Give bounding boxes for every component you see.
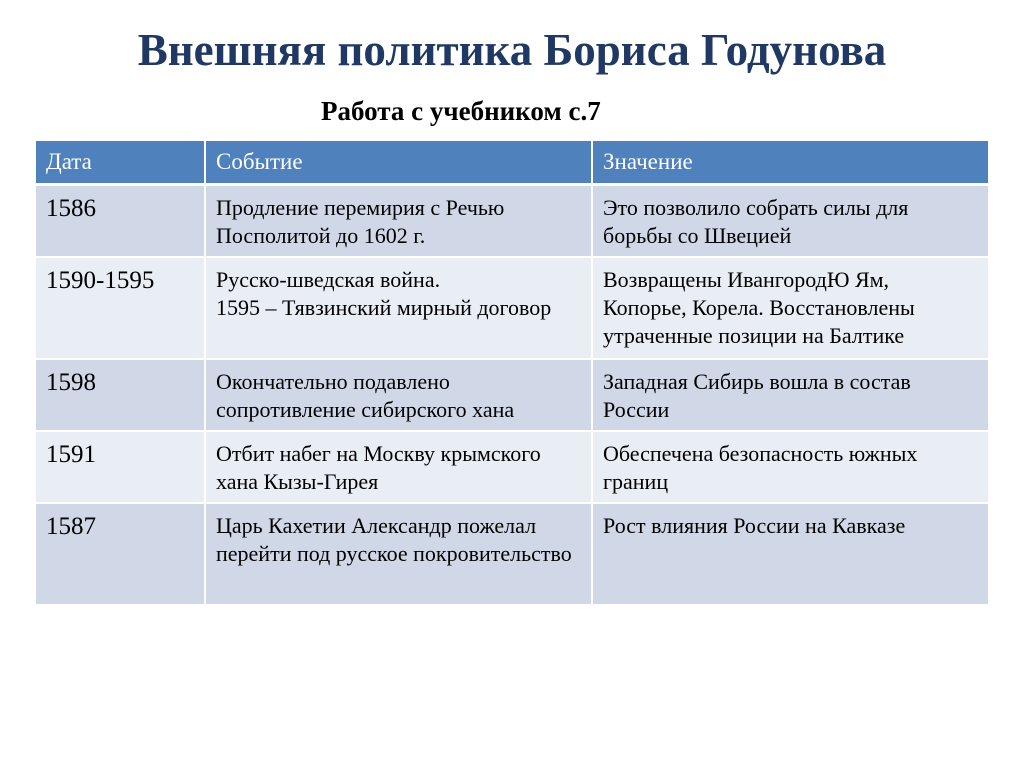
header-meaning: Значение [592, 141, 988, 185]
row-meaning: Западная Сибирь вошла в состав России [592, 359, 988, 431]
row-event: Окончательно подавлено сопротивление сибирского хана [205, 359, 592, 431]
row-event: Царь Кахетии Александр пожелал перейти под русское покровительство [205, 503, 592, 605]
table-row [36, 503, 988, 605]
row-date: 1587 [36, 503, 205, 605]
table-row [36, 359, 988, 431]
row-event: Продление перемирия с Речью Посполитой до 1602 г. [205, 185, 592, 258]
row-event: Отбит набег на Москву крымского хана Кызы-Гирея [205, 431, 592, 503]
events-table [36, 141, 988, 606]
row-event-line: Русско-шведская война. [216, 267, 441, 292]
header-date: Дата [36, 141, 205, 185]
table-header-row [36, 141, 988, 185]
slide-title: Внешняя политика Бориса Годунова [137, 25, 887, 75]
row-event-line: 1595 – Тявзинский мирный договор [216, 295, 552, 320]
row-date: 1591 [36, 431, 205, 503]
row-date: 1586 [36, 185, 205, 258]
table-row [36, 431, 988, 503]
header-event: Событие [205, 141, 592, 185]
row-date: 1598 [36, 359, 205, 431]
slide-subtitle: Работа с учебником с.7 [321, 96, 601, 126]
table-row [36, 257, 988, 359]
row-meaning: Это позволило собрать силы для борьбы со Швецией [592, 185, 988, 258]
row-event [205, 257, 592, 359]
row-meaning: Возвращены ИвангородЮ Ям, Копорье, Корела. Восстановлены утраченные позиции на Балтике [592, 257, 988, 359]
row-meaning: Обеспечена безопасность южных границ [592, 431, 988, 503]
table-row [36, 185, 988, 258]
row-meaning: Рост влияния России на Кавказе [592, 503, 988, 605]
row-date: 1590-1595 [36, 257, 205, 359]
